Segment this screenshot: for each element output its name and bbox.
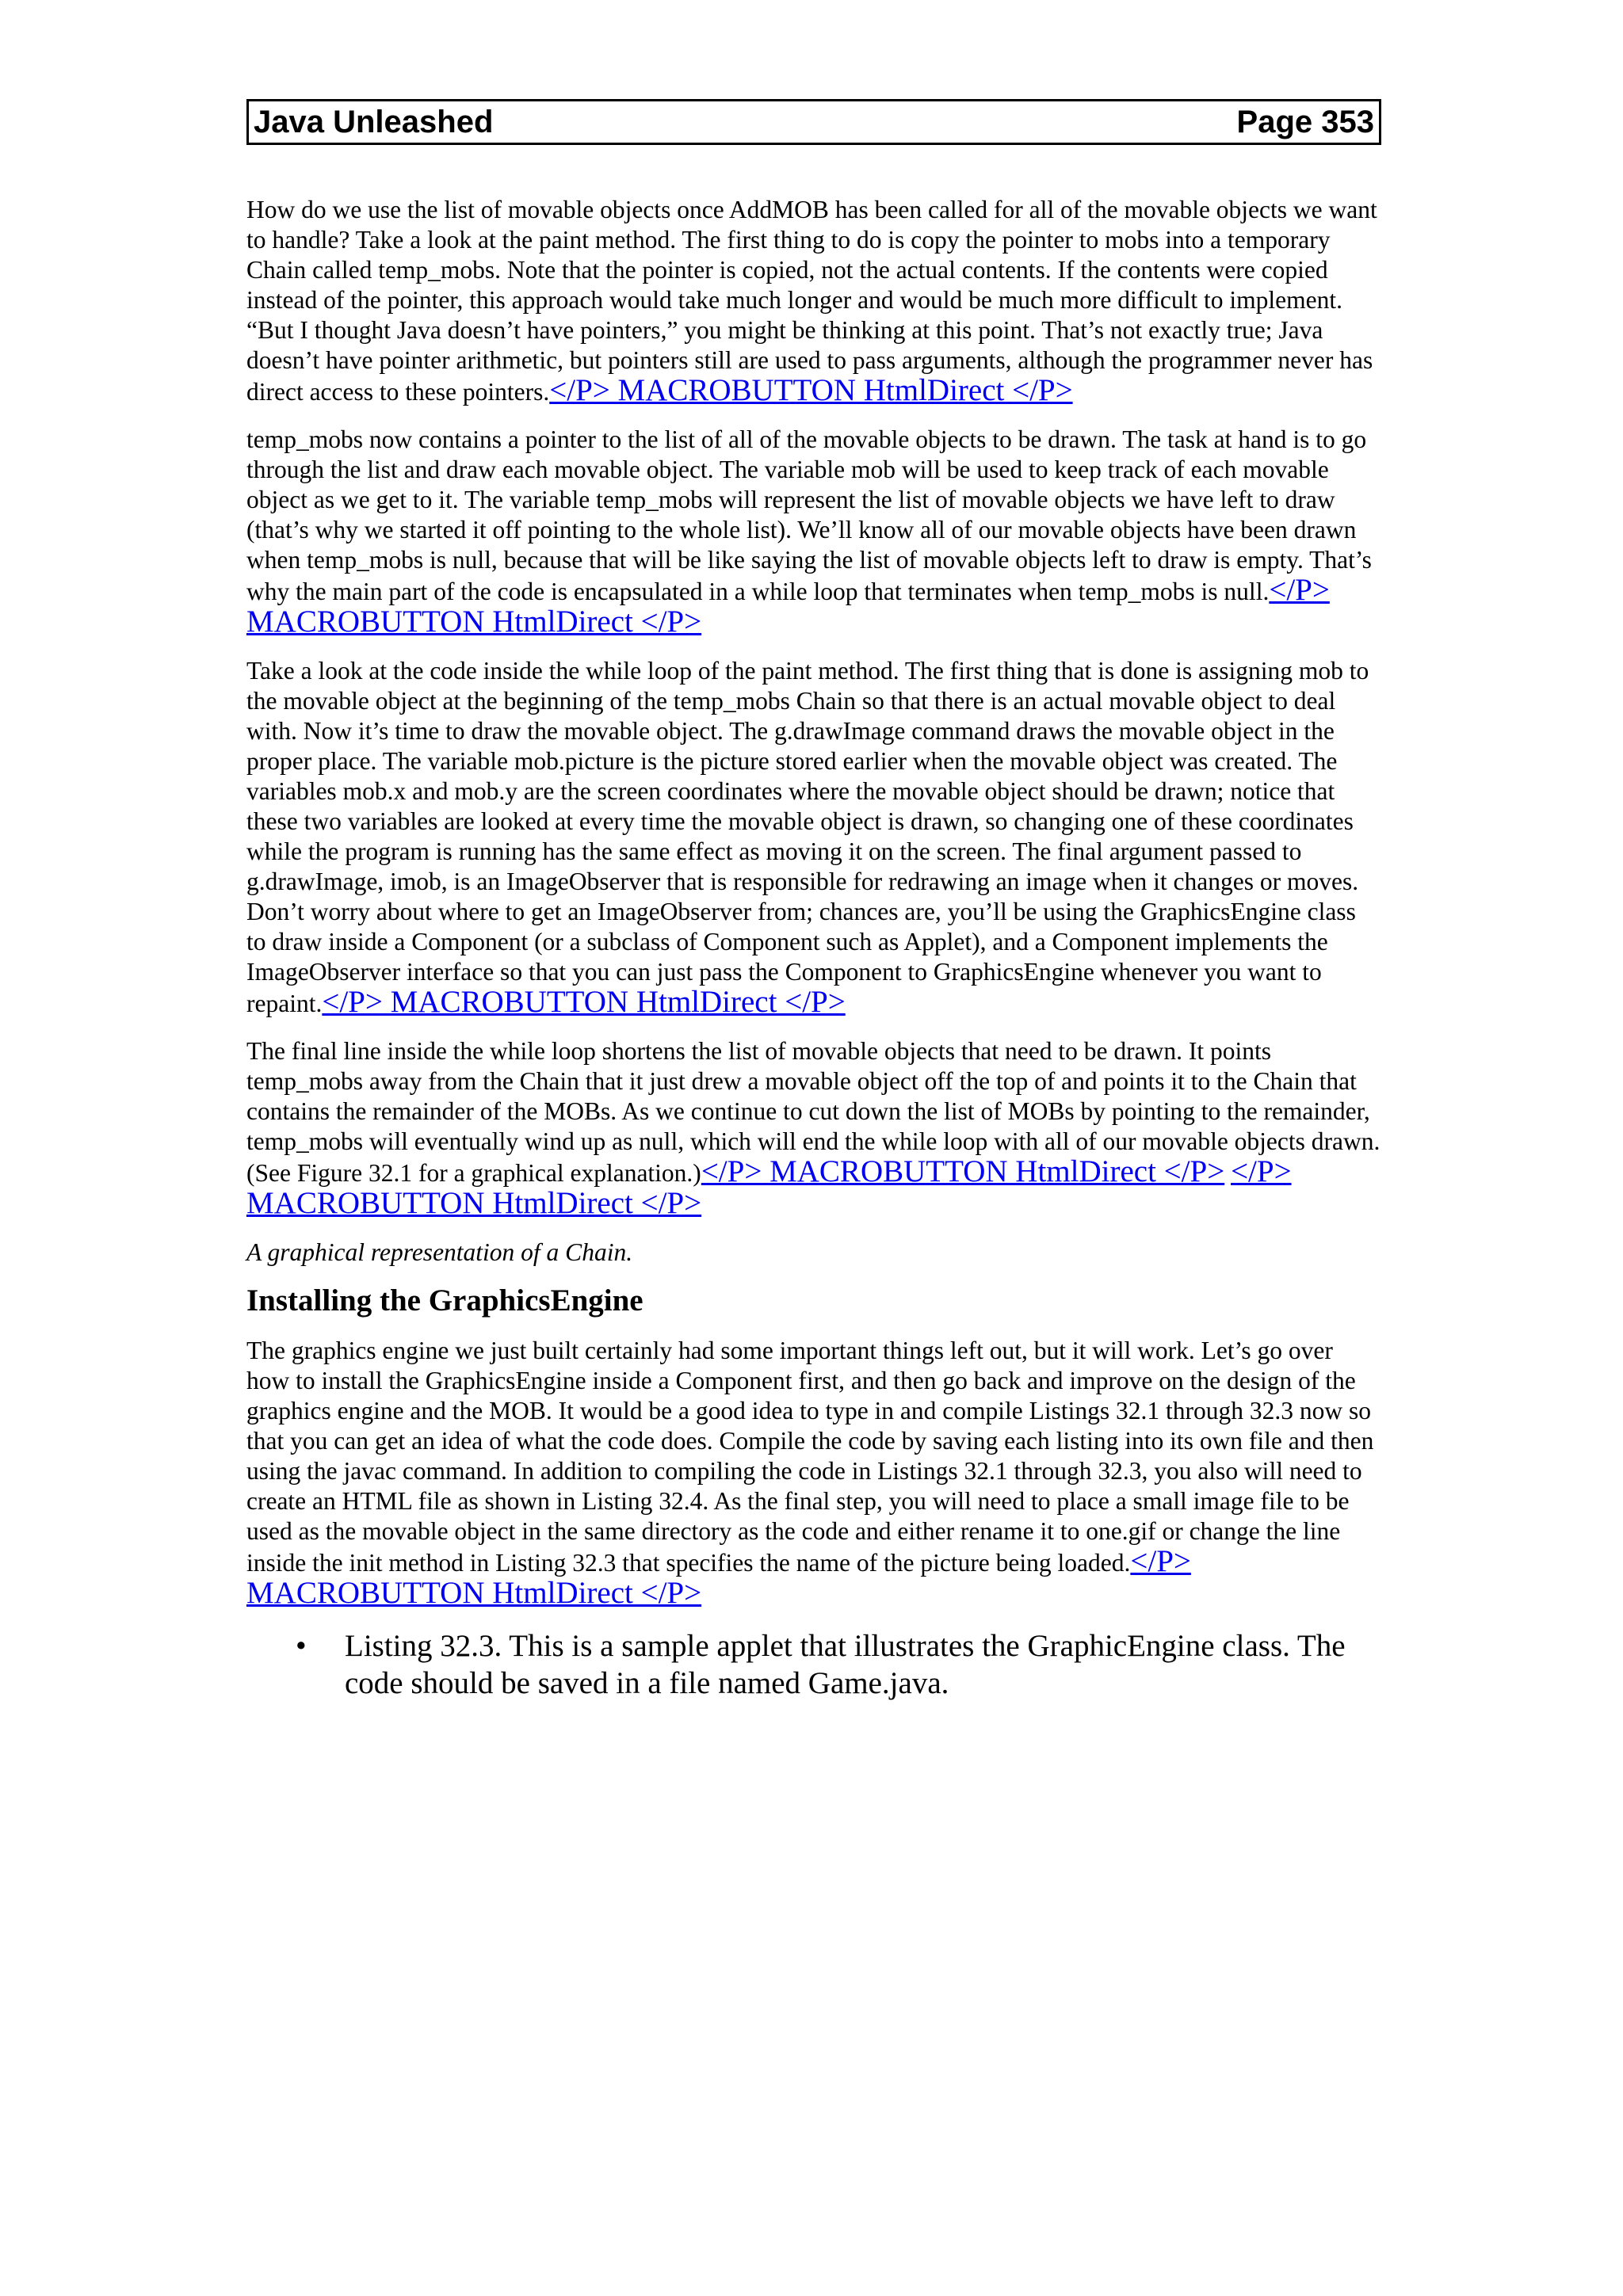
section-heading: Installing the GraphicsEngine [246, 1283, 643, 1318]
page-content [246, 195, 1381, 1702]
paragraph: The final line inside the while loop shortens the list of movable objects that need to be drawn. It points temp_mobs away from the Chain that it just drew a movable object off the top of and points it to the Chain that contains the remainder of the MOBs. As we continue to cut down the list of MOBs by pointing to the remainder, temp_mobs will eventually wind up as null, which will end the while loop with all of our movable objects drawn. (See Figure 32.1 for a graphical explanation.)</P> MACROBUTTON HtmlDirect </P> </P> MACROBUTTON HtmlDirect </P> [246, 1037, 1381, 1220]
paragraph: Take a look at the code inside the while loop of the paint method. The first thing that is done is assigning mob to the movable object at the beginning of the temp_mobs Chain so that there is an actual movable object to deal with. Now it’s time to draw the movable object. The g.drawImage command draws the movable object in the proper place. The variable mob.picture is the picture stored earlier when the movable object was created. The variables mob.x and mob.y are the screen coordinates where the movable object should be drawn; notice that these two variables are looked at every time the movable object is drawn, so changing one of these coordinates while the program is running has the same effect as moving it on the screen. The final argument passed to g.drawImage, imob, is an ImageObserver that is responsible for redrawing an image when it changes or moves. Don’t worry about where to get an ImageObserver from; chances are, you’ll be using the GraphicsEngine class to draw inside a Component (or a subclass of Component such as Applet), and a Component implements the ImageObserver interface so that you can just pass the Component to GraphicsEngine whenever you want to repaint.</P> MACROBUTTON HtmlDirect </P> [246, 657, 1369, 1019]
macrobutton-link[interactable]: </P> MACROBUTTON HtmlDirect </P> [246, 573, 1330, 639]
book-title: Java Unleashed [254, 104, 494, 139]
paragraph: The graphics engine we just built certainly had some important things left out, but it will work. Let’s go over how to install the GraphicsEngine inside a Component first, and then go back and improve on the design of the graphics engine and the MOB. It would be a good idea to type in and compile Listings 32.1 through 32.3 now so that you can get an idea of what the code does. Compile the code by saving each listing into its own file and then using the javac command. In addition to compiling the code in Listings 32.1 through 32.3, you also will need to create an HTML file as shown in Listing 32.4. As the final step, you will need to place a small image file to be used as the movable object in the same directory as the code and either rename it to one.gif or change the line inside the init method in Listing 32.3 that specifies the name of the picture being loaded.</P> MACROBUTTON HtmlDirect </P> [246, 1337, 1374, 1610]
figure-caption: A graphical representation of a Chain. [246, 1238, 633, 1266]
bullet-list [246, 1627, 1381, 1702]
list-item [246, 1627, 1381, 1702]
macrobutton-link[interactable]: </P> MACROBUTTON HtmlDirect </P> [701, 1154, 1225, 1188]
macrobutton-link[interactable]: </P> MACROBUTTON HtmlDirect </P> [322, 985, 846, 1019]
macrobutton-link[interactable]: </P> MACROBUTTON HtmlDirect </P> [549, 373, 1073, 407]
paragraph: temp_mobs now contains a pointer to the list of all of the movable objects to be drawn. The task at hand is to go through the list and draw each movable object. The variable mob will be used to keep track of each movable object as we get to it. The variable temp_mobs will represent the list of movable objects we have left to draw (that’s why we started it off pointing to the whole list). We’ll know all of our movable objects have been drawn when temp_mobs is null, because that will be like saying the list of movable objects left to draw is empty. That’s why the main part of the code is encapsulated in a while loop that terminates when temp_mobs is null.</P> MACROBUTTON HtmlDirect </P> [246, 425, 1372, 639]
bullet-text: Listing 32.3. This is a sample applet that illustrates the GraphicEngine class. The code should be saved in a file named Game.java. [345, 1629, 1346, 1700]
macrobutton-link[interactable]: </P> MACROBUTTON HtmlDirect </P> [246, 1544, 1191, 1610]
paragraph: How do we use the list of movable objects once AddMOB has been called for all of the movable objects we want to handle? Take a look at the paint method. The first thing to do is copy the pointer to mobs into a temporary Chain called temp_mobs. Note that the pointer is copied, not the actual contents. If the contents were copied instead of the pointer, this approach would take much longer and would be much more difficult to implement. “But I thought Java doesn’t have pointers,” you might be thinking at this point. That’s not exactly true; Java doesn’t have pointer arithmetic, but pointers still are used to pass arguments, although the programmer never has direct access to these pointers.</P> MACROBUTTON HtmlDirect </P> [246, 196, 1377, 407]
page-header [246, 99, 1381, 145]
bullet-icon: • [296, 1629, 307, 1663]
page-number: Page 353 [1236, 104, 1374, 139]
macrobutton-link[interactable]: </P> MACROBUTTON HtmlDirect </P> [246, 1154, 1292, 1220]
